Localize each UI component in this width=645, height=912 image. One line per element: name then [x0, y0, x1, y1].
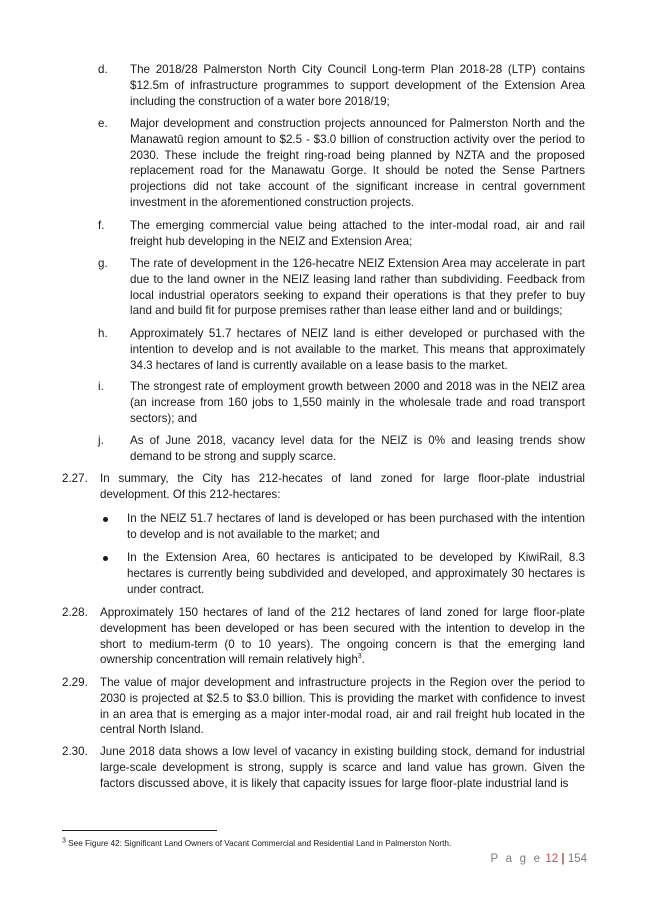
item-text: Major development and construction projects announced for Palmerston North and the Manawatū region amount to $2.5 - $3.0 billion of construction activity over the period to 2030. These include the freight ring-road being planned by NZTA and the proposed replacement road for the Manawatu Gorge. It should be noted the Sense Partners projections did not take account of the significant increase in central government investment in the aforementioned construction projects. — [130, 117, 585, 209]
item-label: e. — [98, 117, 108, 130]
page-number: 12 — [545, 853, 559, 865]
item-text: The 2018/28 Palmerston North City Council Long-term Plan 2018-28 (LTP) contains $12.5m of infrastructure programmes to support development of the Extension Area including the construction of a water bore 2018/19; — [130, 63, 585, 108]
item-label: j. — [98, 434, 104, 447]
paragraph-body: Approximately 150 hectares of land of the 212 hectares of land zoned for large floor-plate development has been developed or has been secured with the intention to develop in the short to medium-term (0 to 10 years). The ongoing concern is that the emerging land ownership concentration will remain relatively high — [100, 606, 585, 667]
paragraph-text: June 2018 data shows a low level of vacancy in existing building stock, demand for industrial large-scale development is strong, supply is scarce and land value has grown. Given the factors discussed above, it is likely that capacity issues for large floor-plate industrial land is — [100, 745, 585, 790]
total-pages: 154 — [567, 853, 587, 865]
item-label: g. — [98, 257, 108, 270]
list-item-j — [98, 433, 585, 465]
list-item-h — [98, 326, 585, 373]
item-label: d. — [98, 63, 108, 76]
paragraph-number: 2.28. — [62, 606, 88, 619]
item-text: The rate of development in the 126-hecatre NEIZ Extension Area may accelerate in part due to the land owner in the NEIZ leasing land rather than subdividing. Feedback from local industrial operators seeking to expand their operations is that they prefer to buy land and build fit for purpose premises rather than lease either land and or buildings; — [130, 257, 585, 318]
list-item-d — [98, 62, 585, 109]
paragraph-end: . — [361, 653, 365, 667]
paragraph-text: The value of major development and infrastructure projects in the Region over the period to 2030 is projected at $2.5 to $3.0 billion. This is providing the market with confidence to invest in an area that is emerging as a major inter-modal road, air and rail freight hub located in the central North Island. — [100, 676, 585, 737]
list-item-f — [98, 218, 585, 250]
item-label: i. — [98, 380, 104, 393]
bullet-text: In the NEIZ 51.7 hectares of land is developed or has been purchased with the intention to develop and is not available to the market; and — [127, 512, 585, 541]
paragraph-number: 2.30. — [62, 745, 88, 758]
paragraph-text — [100, 605, 585, 668]
paragraph-text: In summary, the City has 212-hecates of land zoned for large floor-plate industrial development. Of this 212-hectares: — [100, 472, 585, 501]
paragraph-2-30 — [62, 744, 585, 791]
page-label: P a g e — [490, 853, 543, 865]
bullet-item — [100, 550, 585, 597]
footnote-number: 3 — [62, 837, 66, 845]
footnote — [62, 838, 451, 849]
paragraph-2-27 — [62, 471, 585, 503]
paragraph-2-28 — [62, 605, 585, 668]
footnote-reference: 3 — [357, 653, 362, 661]
list-item-e — [98, 116, 585, 211]
footnote-text: See Figure 42: Significant Land Owners of Vacant Commercial and Residential Land in Palmerston North. — [65, 839, 452, 848]
item-text: The emerging commercial value being attached to the inter-modal road, air and rail freight hub developing in the NEIZ and Extension Area; — [130, 219, 585, 248]
list-item-g — [98, 256, 585, 319]
item-label: f. — [98, 219, 105, 232]
list-item-i — [98, 379, 585, 426]
paragraph-number: 2.27. — [62, 472, 88, 485]
paragraph-2-29 — [62, 675, 585, 738]
footnote-divider — [62, 830, 217, 831]
bullet-icon — [103, 517, 108, 522]
item-text: As of June 2018, vacancy level data for the NEIZ is 0% and leasing trends show demand to be strong and supply scarce. — [130, 434, 585, 463]
item-label: h. — [98, 327, 108, 340]
page-separator: | — [561, 853, 565, 865]
bullet-item — [100, 511, 585, 543]
bullet-text: In the Extension Area, 60 hectares is anticipated to be developed by KiwiRail, 8.3 hectares is currently being subdivided and developed, and approximately 30 hectares is under contract. — [127, 551, 585, 596]
paragraph-number: 2.29. — [62, 676, 88, 689]
item-text: The strongest rate of employment growth between 2000 and 2018 was in the NEIZ area (an increase from 160 jobs to 1,550 mainly in the wholesale trade and road transport sectors); and — [130, 380, 585, 425]
bullet-icon — [103, 556, 108, 561]
item-text: Approximately 51.7 hectares of NEIZ land is either developed or purchased with the intention to develop and is not available to the market. This means that approximately 34.3 hectares of land is currently available on a lease basis to the market. — [130, 327, 585, 372]
page-footer — [491, 853, 587, 865]
